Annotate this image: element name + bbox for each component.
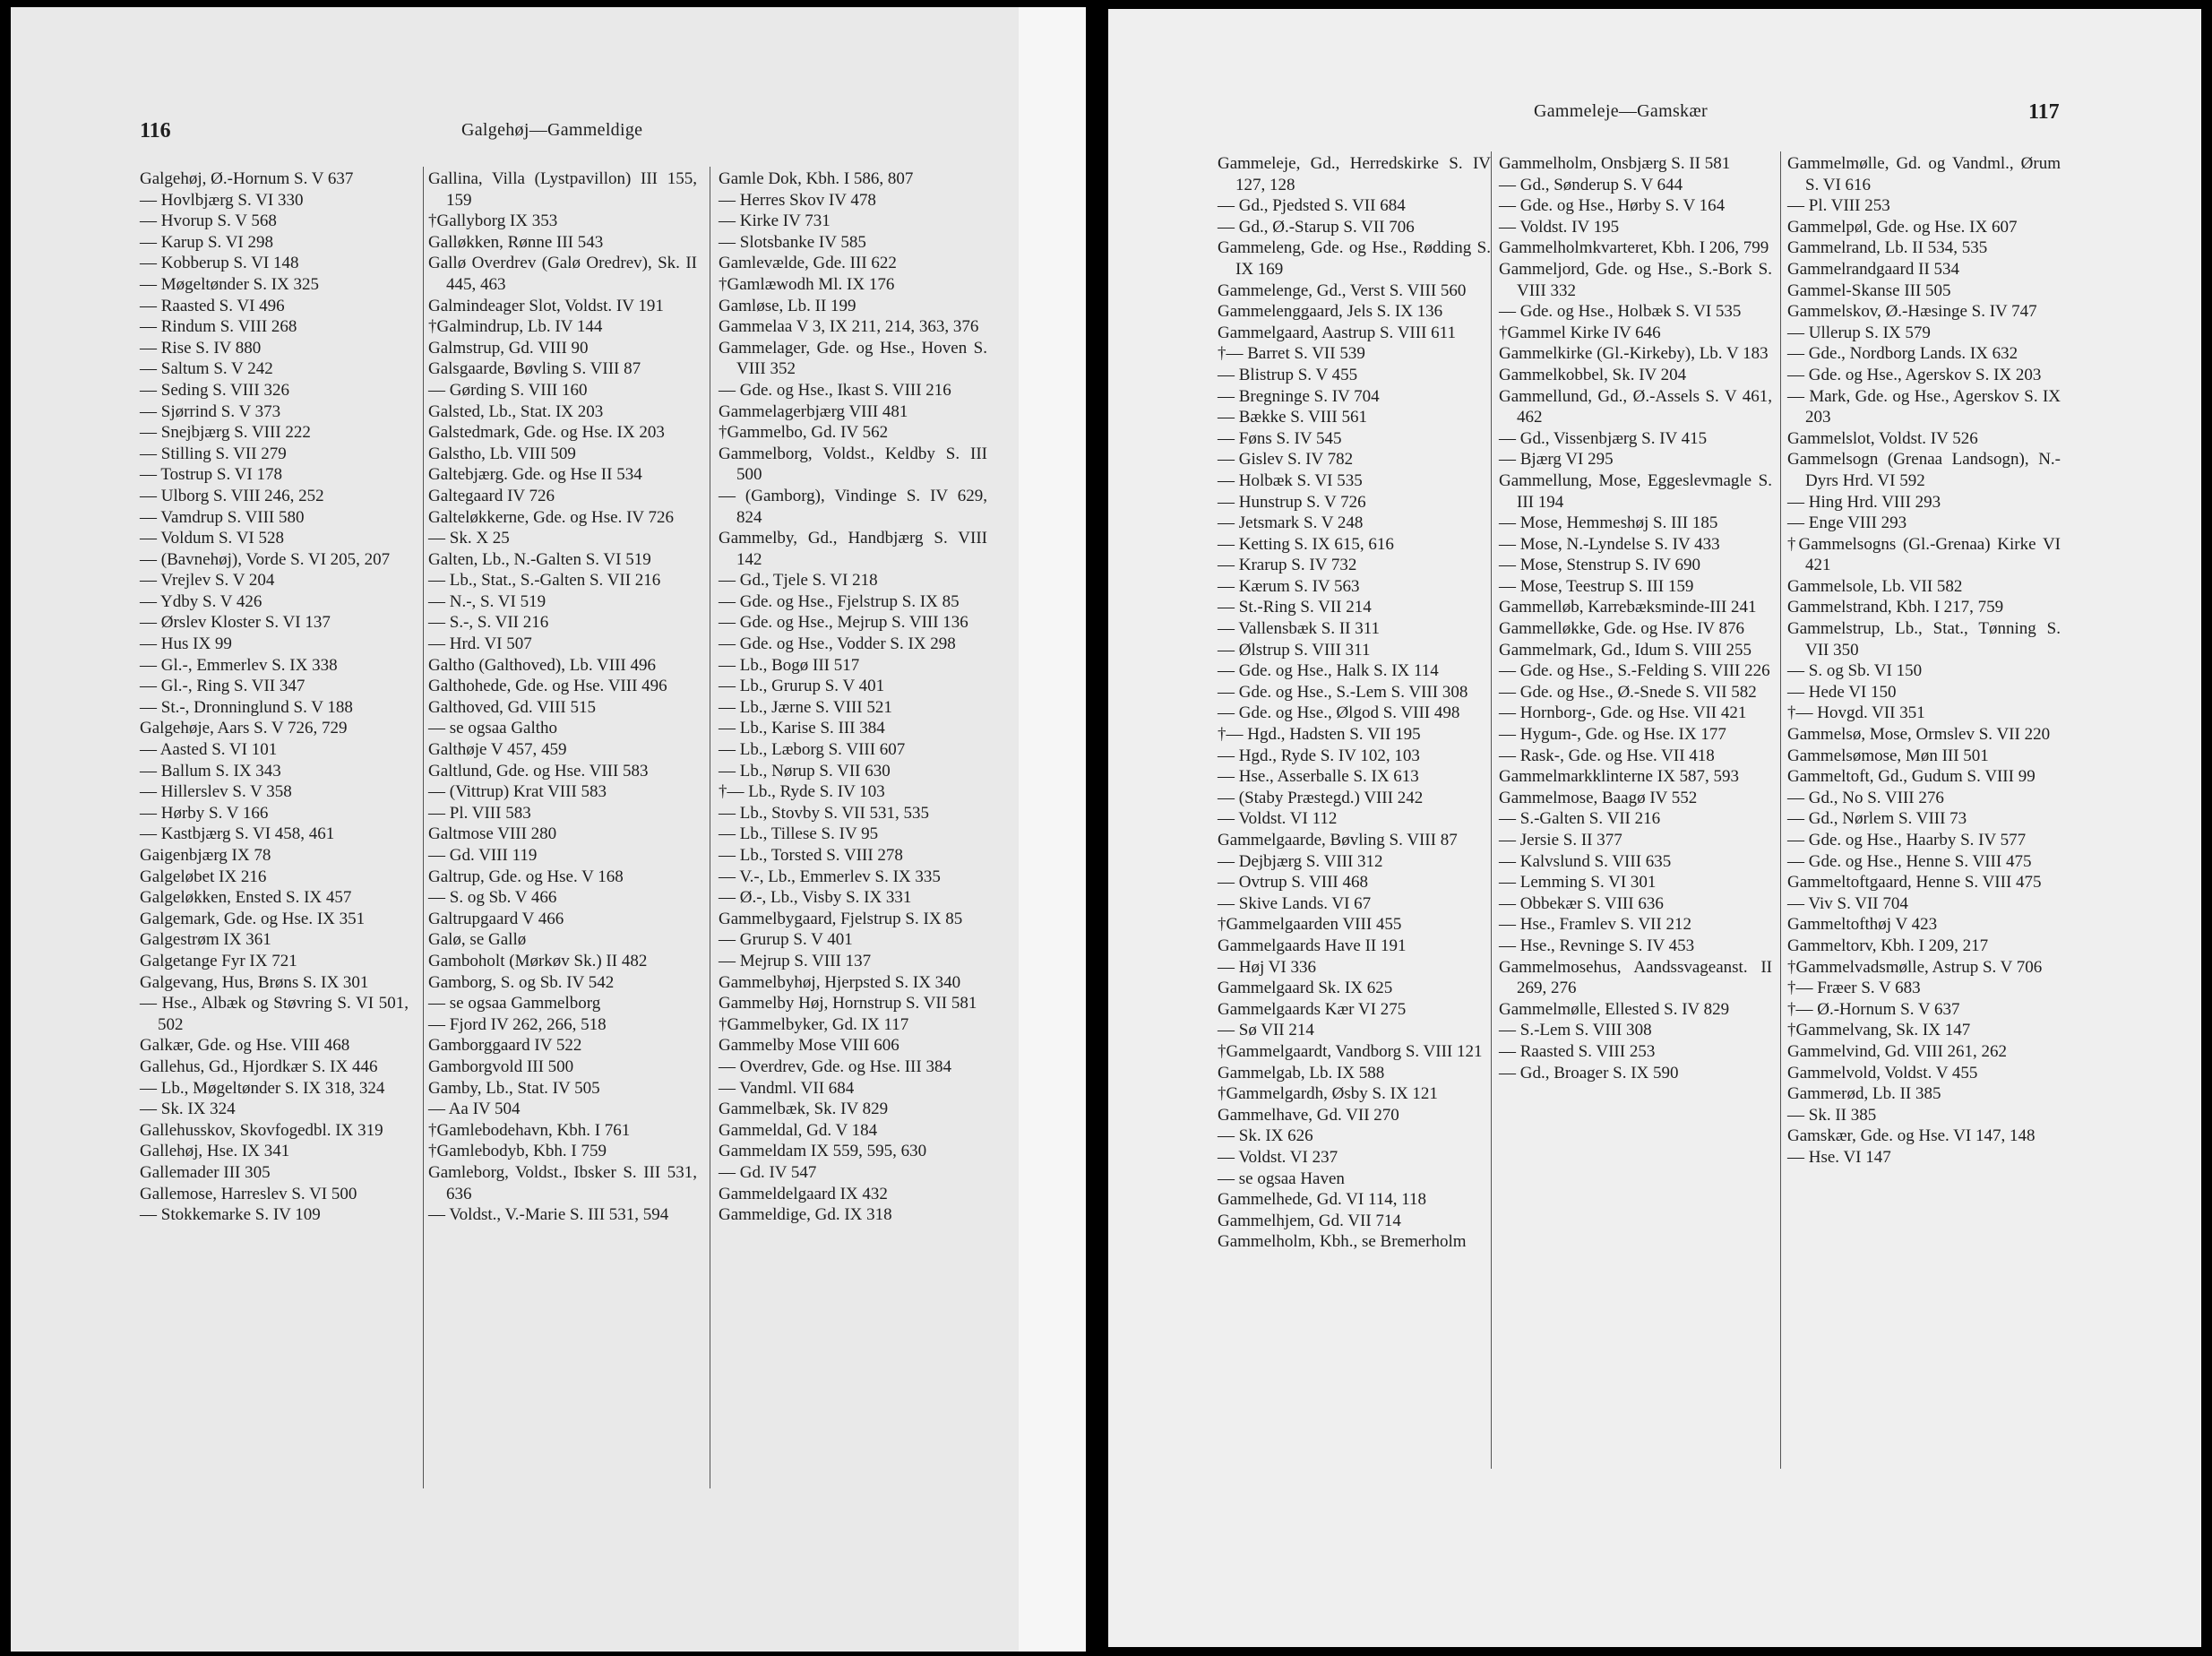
index-entry: — se ogsaa Galtho [428, 719, 558, 738]
index-entry: Gamskær, Gde. og Hse. VI 147, 148 [1787, 1126, 2036, 1146]
index-entry: Gammel-Skanse III 505 [1787, 280, 1951, 300]
index-entry: †Galmindrup, Lb. IV 144 [428, 317, 603, 337]
index-entry: Gammelmark, Gd., Idum S. VIII 255 [1499, 640, 1752, 660]
index-entry: — Viv S. VII 704 [1787, 893, 1908, 913]
index-entry: Gammelrand, Lb. II 534, 535 [1787, 238, 1988, 258]
index-entry: Galthohede, Gde. og Hse. VIII 496 [428, 677, 667, 696]
index-entry: — Aasted S. VI 101 [140, 740, 278, 760]
index-entry: Galø, se Gallø [428, 930, 527, 950]
index-entry: Gammelrandgaard II 534 [1787, 259, 1960, 279]
index-entry: — Rask-, Gde. og Hse. VII 418 [1499, 746, 1715, 765]
index-entry: †— Hgd., Hadsten S. VII 195 [1218, 725, 1421, 745]
index-entry: — Lb., Læborg S. VIII 607 [719, 740, 906, 760]
index-entry: — (Vittrup) Krat VIII 583 [428, 782, 607, 802]
index-entry: — Føns S. IV 545 [1218, 428, 1342, 448]
index-entry: — Hgd., Ryde S. IV 102, 103 [1218, 746, 1420, 765]
index-entry: †— Hovgd. VII 351 [1787, 703, 1925, 723]
index-entry: — Vamdrup S. VIII 580 [140, 507, 305, 527]
index-entry: — Rise S. IV 880 [140, 338, 262, 358]
index-entry: — Gde. og Hse., Mejrup S. VIII 136 [719, 613, 968, 633]
index-entry: — Lb., Jærne S. VIII 521 [719, 697, 892, 717]
index-entry: — Ballum S. IX 343 [140, 761, 281, 781]
index-entry: — Hygum-, Gde. og Hse. IX 177 [1499, 725, 1726, 745]
index-entry: †Gamlebodehavn, Kbh. I 761 [428, 1120, 631, 1140]
index-entry: — Bregninge S. IV 704 [1218, 386, 1380, 406]
index-entry: — Gde. og Hse., Ikast S. VIII 216 [719, 380, 951, 400]
index-entry: — Gde. og Hse., Ø.-Snede S. VII 582 [1499, 682, 1757, 702]
index-entry: Gammelby, Gd., Handbjærg S. VIII 142 [719, 529, 987, 569]
index-entry: Gallehusskov, Skovfogedbl. IX 319 [140, 1120, 383, 1140]
index-entry: Gammelhede, Gd. VI 114, 118 [1218, 1190, 1427, 1210]
index-entry: Gammelkirke (Gl.-Kirkeby), Lb. V 183 [1499, 344, 1769, 364]
index-entry: — St.-, Dronninglund S. V 188 [140, 697, 353, 717]
index-entry: — Lb., Tillese S. IV 95 [719, 824, 879, 844]
index-entry: — Dejbjærg S. VIII 312 [1218, 851, 1383, 871]
index-entry: — Voldst., V.-Marie S. III 531, 594 [428, 1205, 669, 1225]
index-entry: Gammelgaard Sk. IX 625 [1218, 979, 1393, 998]
index-entry: Gammeldige, Gd. IX 318 [719, 1205, 892, 1225]
index-entry: Gammeltofthøj V 423 [1787, 915, 1938, 935]
index-entry: Gammelborg, Voldst., Keldby S. III 500 [719, 444, 987, 485]
index-entry: — Kalvslund S. VIII 635 [1499, 851, 1672, 871]
index-entry: Gammelmølle, Ellested S. IV 829 [1499, 999, 1730, 1019]
page-gutter [1019, 7, 1086, 1652]
index-entry: Gammelløkke, Gde. og Hse. IV 876 [1499, 619, 1745, 639]
index-entry: Gamborg, S. og Sb. IV 542 [428, 972, 615, 992]
index-entry: Gammelholmkvarteret, Kbh. I 206, 799 [1499, 238, 1769, 258]
index-entry: — (Bavnehøj), Vorde S. VI 205, 207 [140, 549, 391, 569]
index-entry: — Gde. og Hse., Hørby S. V 164 [1499, 196, 1726, 216]
index-entry: Gammellung, Mose, Eggeslevmagle S. III 194 [1499, 470, 1772, 512]
index-entry: — S. og Sb. V 466 [428, 888, 557, 908]
index-entry: — Ø.-, Lb., Visby S. IX 331 [719, 888, 912, 908]
index-entry: Gammelgaard, Aastrup S. VIII 611 [1218, 323, 1456, 342]
index-entry: — Vallensbæk S. II 311 [1218, 619, 1381, 639]
index-entry: Gammelbygaard, Fjelstrup S. IX 85 [719, 909, 963, 928]
index-entry: — Sø VII 214 [1218, 1021, 1314, 1040]
index-entry: — Gd., Ø.-Starup S. VII 706 [1218, 217, 1415, 237]
index-entry: Galtebjærg. Gde. og Hse II 534 [428, 465, 642, 485]
index-entry: Gammeltorv, Kbh. I 209, 217 [1787, 936, 1989, 955]
index-column-1 [140, 168, 409, 1226]
index-entry: — Hovlbjærg S. VI 330 [140, 190, 304, 210]
index-entry: — Pl. VIII 253 [1787, 196, 1890, 216]
index-entry: — Lb., Karise S. III 384 [719, 719, 885, 738]
index-entry: — Hunstrup S. V 726 [1218, 492, 1366, 512]
index-entry: Gammelstrup, Lb., Stat., Tønning S. VII 350 [1787, 619, 2061, 660]
index-entry: Gallehøj, Hse. IX 341 [140, 1142, 290, 1161]
index-entry: Gammelstrand, Kbh. I 217, 759 [1787, 598, 2004, 617]
index-entry: — Gd. VIII 119 [428, 846, 538, 865]
index-entry: Gammelhjem, Gd. VII 714 [1218, 1211, 1401, 1230]
index-entry: †Gammelvang, Sk. IX 147 [1787, 1021, 1971, 1040]
index-entry: — Gd. IV 547 [719, 1162, 817, 1182]
index-entry: — Holbæk S. VI 535 [1218, 470, 1363, 490]
index-entry: Galkær, Gde. og Hse. VIII 468 [140, 1036, 350, 1056]
index-entry: — Tostrup S. VI 178 [140, 465, 282, 485]
index-entry: — Voldst. VI 112 [1218, 809, 1338, 829]
index-entry: Gammelholm, Onsbjærg S. II 581 [1499, 154, 1731, 173]
index-entry: †Gammelgaardt, Vandborg S. VIII 121 [1218, 1041, 1483, 1061]
index-entry: — Gd., Broager S. IX 590 [1499, 1063, 1679, 1082]
index-entry: Galtegaard IV 726 [428, 486, 555, 505]
index-entry: — Ketting S. IX 615, 616 [1218, 534, 1394, 554]
left-page [11, 7, 1019, 1652]
index-entry: — Hing Hrd. VIII 293 [1787, 492, 1941, 512]
index-entry: — Karup S. VI 298 [140, 232, 274, 252]
index-entry: — Hse. VI 147 [1787, 1147, 1891, 1167]
index-entry: — Hse., Framlev S. VII 212 [1499, 915, 1691, 935]
index-entry: — Lb., Bogø III 517 [719, 655, 860, 675]
index-entry: — S.-Lem S. VIII 308 [1499, 1021, 1652, 1040]
index-entry: Galgeløbet IX 216 [140, 867, 267, 886]
index-entry: — Ydby S. V 426 [140, 591, 263, 611]
index-entry: Galtrupgaard V 466 [428, 909, 564, 928]
index-entry: — Gd., Nørlem S. VIII 73 [1787, 809, 1967, 829]
index-entry: Galtmose VIII 280 [428, 824, 557, 844]
index-entry: — Gde. og Hse., Haarby S. IV 577 [1787, 831, 2027, 850]
column-rule [423, 167, 424, 1488]
index-entry: Galgetange Fyr IX 721 [140, 951, 297, 970]
index-column-2 [428, 168, 697, 1226]
index-entry: Gallø Overdrev (Galø Oredrev), Sk. II 445, 463 [428, 254, 697, 294]
index-entry: — S. og Sb. VI 150 [1787, 661, 1923, 681]
index-entry: — Snejbjærg S. VIII 222 [140, 423, 311, 443]
index-entry: — Hørby S. V 166 [140, 803, 269, 823]
index-entry: — Gde. og Hse., Henne S. VIII 475 [1787, 851, 2032, 871]
index-entry: — Gde. og Hse., S.-Felding S. VIII 226 [1499, 661, 1770, 681]
index-entry: — Gde. og Hse., Halk S. IX 114 [1218, 661, 1439, 681]
index-entry: — se ogsaa Haven [1218, 1169, 1345, 1188]
index-entry: †Gammelbo, Gd. IV 562 [719, 423, 889, 443]
index-entry: †Gammelbyker, Gd. IX 117 [719, 1014, 909, 1034]
running-head: Galgehøj—Gammeldige [461, 120, 643, 140]
index-entry: Galstho, Lb. VIII 509 [428, 444, 576, 463]
index-entry: — Vandml. VII 684 [719, 1078, 855, 1098]
column-rule [1491, 151, 1492, 1469]
index-entry: †— Ø.-Hornum S. V 637 [1787, 999, 1960, 1019]
index-entry: Gammelslot, Voldst. IV 526 [1787, 428, 1978, 448]
index-entry: — Sjørrind S. V 373 [140, 401, 281, 421]
index-entry: — Gd., Pjedsted S. VII 684 [1218, 196, 1406, 216]
index-entry: — Ullerup S. IX 579 [1787, 323, 1931, 342]
index-entry: Gammelsole, Lb. VII 582 [1787, 576, 1963, 596]
index-entry: — Aa IV 504 [428, 1100, 521, 1119]
index-entry: — Lb., Nørup S. VII 630 [719, 761, 891, 781]
index-entry: Gammelbyhøj, Hjerpsted S. IX 340 [719, 972, 961, 992]
index-entry: Galtho (Galthoved), Lb. VIII 496 [428, 655, 656, 675]
index-entry: Gammelmose, Baagø IV 552 [1499, 788, 1698, 807]
index-entry: †Gamlæwodh Ml. IX 176 [719, 274, 895, 294]
index-entry: Gammelløb, Karrebæksminde-III 241 [1499, 598, 1757, 617]
index-entry: Gammelsogn (Grenaa Landsogn), N.-Dyrs Hrd. VI 592 [1787, 450, 2061, 490]
index-entry: Galsgaarde, Bøvling S. VIII 87 [428, 359, 641, 379]
column-rule [1780, 151, 1781, 1469]
index-entry: — se ogsaa Gammelborg [428, 994, 601, 1013]
index-entry: — St.-Ring S. VII 214 [1218, 598, 1372, 617]
index-entry: — Bække S. VIII 561 [1218, 408, 1367, 427]
index-entry: Gammellund, Gd., Ø.-Assels S. V 461, 462 [1499, 386, 1772, 427]
index-entry: Gammelgaards Have II 191 [1218, 936, 1407, 955]
index-entry: †— Fræer S. V 683 [1787, 979, 1921, 998]
index-entry: Gamby, Lb., Stat. IV 505 [428, 1078, 600, 1098]
index-entry: Gammelagerbjærg VIII 481 [719, 401, 908, 421]
index-entry: — Kirke IV 731 [719, 211, 831, 231]
index-column-3 [1787, 153, 2061, 1169]
index-entry: — Mose, Hemmeshøj S. III 185 [1499, 513, 1718, 533]
index-entry: Galstedmark, Gde. og Hse. IX 203 [428, 423, 665, 443]
index-entry: Gammelpøl, Gde. og Hse. IX 607 [1787, 217, 2018, 237]
index-entry: Galten, Lb., N.-Galten S. VI 519 [428, 549, 651, 569]
index-entry: †Gallyborg IX 353 [428, 211, 558, 231]
index-entry: Galgeløkken, Ensted S. IX 457 [140, 888, 352, 908]
index-entry: Galgehøje, Aars S. V 726, 729 [140, 719, 348, 738]
index-entry: — Ølstrup S. VIII 311 [1218, 640, 1371, 660]
index-entry: Gammelenggaard, Jels S. IX 136 [1218, 302, 1443, 322]
index-entry: †— Lb., Ryde S. IV 103 [719, 782, 885, 802]
index-entry: — (Staby Præstegd.) VIII 242 [1218, 788, 1424, 807]
index-entry: — Obbekær S. VIII 636 [1499, 893, 1664, 913]
index-entry: Galteløkkerne, Gde. og Hse. IV 726 [428, 507, 675, 527]
index-entry: — Hillerslev S. V 358 [140, 782, 292, 802]
index-entry: Gammeltoftgaard, Henne S. VIII 475 [1787, 873, 2042, 893]
index-entry: — Skive Lands. VI 67 [1218, 893, 1372, 913]
index-entry: Gammeljord, Gde. og Hse., S.-Bork S. VIII 332 [1499, 259, 1772, 300]
index-entry: Gammelholm, Kbh., se Bremerholm [1218, 1232, 1467, 1252]
index-entry: Gammelsø, Mose, Ormslev S. VII 220 [1787, 725, 2051, 745]
index-entry: Gammelenge, Gd., Verst S. VIII 560 [1218, 280, 1467, 300]
index-entry: — V.-, Lb., Emmerlev S. IX 335 [719, 867, 941, 886]
index-entry: — Slotsbanke IV 585 [719, 232, 866, 252]
index-entry: Galgehøj, Ø.-Hornum S. V 637 [140, 169, 354, 188]
index-entry: Gammelgab, Lb. IX 588 [1218, 1063, 1385, 1082]
index-entry: — Gislev S. IV 782 [1218, 450, 1354, 470]
index-entry: †— Barret S. VII 539 [1218, 344, 1365, 364]
index-entry: — Hvorup S. V 568 [140, 211, 277, 231]
index-entry: — Ovtrup S. VIII 468 [1218, 873, 1369, 893]
index-entry: Gammelgaarde, Bøvling S. VIII 87 [1218, 831, 1458, 850]
index-entry: — Gd., No S. VIII 276 [1787, 788, 1944, 807]
index-entry: — Saltum S. V 242 [140, 359, 273, 379]
page-number: 116 [140, 119, 171, 142]
index-entry: Galgestrøm IX 361 [140, 930, 271, 950]
index-entry: — Seding S. VIII 326 [140, 380, 289, 400]
index-entry: Gammelvold, Voldst. V 455 [1787, 1063, 1978, 1082]
index-entry: — Mejrup S. VIII 137 [719, 951, 872, 970]
index-entry: Gammelhave, Gd. VII 270 [1218, 1105, 1399, 1125]
index-entry: — Krarup S. IV 732 [1218, 556, 1357, 575]
index-entry: Gammelskov, Ø.-Hæsinge S. IV 747 [1787, 302, 2037, 322]
index-entry: — Lemming S. VI 301 [1499, 873, 1657, 893]
index-entry: — Gd., Vissenbjærg S. IV 415 [1499, 428, 1708, 448]
index-entry: — Gde. og Hse., Vodder S. IX 298 [719, 634, 956, 654]
index-entry: Gammeldal, Gd. V 184 [719, 1120, 878, 1140]
index-entry: — Stokkemarke S. IV 109 [140, 1205, 321, 1225]
index-entry: — Hede VI 150 [1787, 682, 1897, 702]
index-entry: — Overdrev, Gde. og Hse. III 384 [719, 1057, 951, 1076]
index-entry: — Gl.-, Emmerlev S. IX 338 [140, 655, 338, 675]
index-entry: Gammelby Mose VIII 606 [719, 1036, 899, 1056]
index-entry: — Ørslev Kloster S. VI 137 [140, 613, 331, 633]
index-entry: — Voldst. IV 195 [1499, 217, 1620, 237]
index-entry: — Raasted S. VIII 253 [1499, 1041, 1656, 1061]
index-entry: — Kastbjærg S. VI 458, 461 [140, 824, 335, 844]
index-entry: — Sk. IX 626 [1218, 1126, 1313, 1146]
index-entry: †Gamlebodyb, Kbh. I 759 [428, 1142, 607, 1161]
index-entry: Gallemose, Harreslev S. VI 500 [140, 1184, 357, 1203]
index-entry: — Gde. og Hse., Holbæk S. VI 535 [1499, 302, 1742, 322]
index-entry: — Voldum S. VI 528 [140, 529, 285, 548]
index-entry: Gamløse, Lb. II 199 [719, 296, 856, 315]
index-entry: — Hse., Albæk og Støvring S. VI 501, 502 [140, 994, 409, 1034]
index-entry: Gammeltoft, Gd., Gudum S. VIII 99 [1787, 767, 2036, 787]
index-entry: — Fjord IV 262, 266, 518 [428, 1014, 607, 1034]
index-entry: Gaigenbjærg IX 78 [140, 846, 271, 865]
index-entry: — Hornborg-, Gde. og Hse. VII 421 [1499, 703, 1747, 723]
index-entry: — Mark, Gde. og Hse., Agerskov S. IX 203 [1787, 386, 2061, 427]
index-entry: †Gammel Kirke IV 646 [1499, 323, 1661, 342]
index-entry: — Gl.-, Ring S. VII 347 [140, 677, 306, 696]
index-entry: †Gammelgaarden VIII 455 [1218, 915, 1402, 935]
index-entry: Galgevang, Hus, Brøns S. IX 301 [140, 972, 369, 992]
index-entry: — Raasted S. VI 496 [140, 296, 285, 315]
index-entry: — Gørding S. VIII 160 [428, 380, 588, 400]
index-entry: Galløkken, Rønne III 543 [428, 232, 604, 252]
index-entry: Galmindeager Slot, Voldst. IV 191 [428, 296, 664, 315]
index-entry: — Lb., Torsted S. VIII 278 [719, 846, 903, 865]
index-column-2 [1499, 153, 1772, 1083]
index-column-3 [719, 168, 987, 1226]
index-entry: Gamleborg, Voldst., Ibsker S. III 531, 636 [428, 1162, 697, 1203]
index-entry: — Hse., Revninge S. IV 453 [1499, 936, 1695, 955]
index-entry: — Enge VIII 293 [1787, 513, 1907, 533]
index-entry: Gammeldelgaard IX 432 [719, 1184, 888, 1203]
running-head: Gammeleje—Gamskær [1534, 101, 1708, 121]
index-entry: Gammelsømose, Møn III 501 [1787, 746, 1989, 765]
index-entry: — Hse., Asserballe S. IX 613 [1218, 767, 1419, 787]
index-column-1 [1218, 153, 1491, 1253]
index-entry: — Hus IX 99 [140, 634, 232, 654]
index-entry: Galtlund, Gde. og Hse. VIII 583 [428, 761, 649, 781]
index-entry: Gammelbæk, Sk. IV 829 [719, 1100, 889, 1119]
index-entry: — Mose, Stenstrup S. IV 690 [1499, 556, 1701, 575]
index-entry: — Voldst. VI 237 [1218, 1147, 1338, 1167]
index-entry: Gammeleng, Gde. og Hse., Rødding S. IX 169 [1218, 238, 1491, 279]
index-entry: Galgemark, Gde. og Hse. IX 351 [140, 909, 366, 928]
index-entry: — Sk. X 25 [428, 529, 510, 548]
page-number: 117 [2028, 100, 2060, 124]
index-entry: — Gd., Tjele S. VI 218 [719, 571, 878, 591]
index-entry: Gammelmølle, Gd. og Vandml., Ørum S. VI 616 [1787, 154, 2061, 194]
index-entry: — Gde. og Hse., Fjelstrup S. IX 85 [719, 591, 960, 611]
index-entry: — Møgeltønder S. IX 325 [140, 274, 320, 294]
index-entry: Gammelby Høj, Hornstrup S. VII 581 [719, 994, 977, 1013]
index-entry: — (Gamborg), Vindinge S. IV 629, 824 [719, 486, 987, 527]
index-entry: Gallemader III 305 [140, 1162, 271, 1182]
index-entry: — Hrd. VI 507 [428, 634, 532, 654]
index-entry: — Ulborg S. VIII 246, 252 [140, 486, 324, 505]
index-entry: Gallina, Villa (Lystpavillon) III 155, 159 [428, 169, 697, 210]
index-entry: — Lb., Stovby S. VII 531, 535 [719, 803, 930, 823]
index-entry: Gammeleje, Gd., Herredskirke S. IV 127, 128 [1218, 154, 1491, 194]
index-entry: — Sk. IX 324 [140, 1100, 236, 1119]
index-entry: — S.-, S. VII 216 [428, 613, 549, 633]
index-entry: — Herres Skov IV 478 [719, 190, 876, 210]
index-entry: †Gammelsogns (Gl.-Grenaa) Kirke VI 421 [1787, 534, 2061, 575]
index-entry: †Gammelgardh, Øsby S. IX 121 [1218, 1084, 1438, 1104]
index-entry: — Gd., Sønderup S. V 644 [1499, 175, 1683, 194]
index-entry: — Gde. og Hse., Agerskov S. IX 203 [1787, 365, 2042, 384]
index-entry: — Høj VI 336 [1218, 957, 1316, 977]
index-entry: Gammelvind, Gd. VIII 261, 262 [1787, 1041, 2008, 1061]
index-entry: — Blistrup S. V 455 [1218, 365, 1358, 384]
index-entry: Gamlevælde, Gde. III 622 [719, 254, 897, 273]
index-entry: Gammelmarkklinterne IX 587, 593 [1499, 767, 1740, 787]
index-entry: — Mose, Teestrup S. III 159 [1499, 576, 1694, 596]
index-entry: Gallehus, Gd., Hjordkær S. IX 446 [140, 1057, 378, 1076]
index-entry: — Kobberup S. VI 148 [140, 254, 299, 273]
index-entry: — Jetsmark S. V 248 [1218, 513, 1364, 533]
index-entry: Gammelaa V 3, IX 211, 214, 363, 376 [719, 317, 979, 337]
index-entry: Galthoved, Gd. VIII 515 [428, 697, 596, 717]
index-entry: †Gammelvadsmølle, Astrup S. V 706 [1787, 957, 2043, 977]
index-entry: Galmstrup, Gd. VIII 90 [428, 338, 589, 358]
index-entry: — Lb., Møgeltønder S. IX 318, 324 [140, 1078, 385, 1098]
index-entry: Galthøje V 457, 459 [428, 740, 567, 760]
index-entry: Galsted, Lb., Stat. IX 203 [428, 401, 604, 421]
index-entry: — Rindum S. VIII 268 [140, 317, 297, 337]
index-entry: — Gde. og Hse., S.-Lem S. VIII 308 [1218, 682, 1468, 702]
index-entry: — Gde., Nordborg Lands. IX 632 [1787, 344, 2018, 364]
index-entry: Gamle Dok, Kbh. I 586, 807 [719, 169, 914, 188]
index-entry: Galtrup, Gde. og Hse. V 168 [428, 867, 624, 886]
index-entry: Gamboholt (Mørkøv Sk.) II 482 [428, 951, 648, 970]
index-entry: Gammeldam IX 559, 595, 630 [719, 1142, 927, 1161]
index-entry: Gammerød, Lb. II 385 [1787, 1084, 1941, 1104]
index-entry: Gammelkobbel, Sk. IV 204 [1499, 365, 1687, 384]
index-entry: — Sk. II 385 [1787, 1105, 1877, 1125]
index-entry: — Gde. og Hse., Ølgod S. VIII 498 [1218, 703, 1460, 723]
index-entry: — Mose, N.-Lyndelse S. IV 433 [1499, 534, 1720, 554]
index-entry: — Lb., Stat., S.-Galten S. VII 216 [428, 571, 661, 591]
index-entry: — Grurup S. V 401 [719, 930, 853, 950]
right-page [1108, 9, 2201, 1647]
index-entry: Gamborggaard IV 522 [428, 1036, 582, 1056]
index-entry: Gammelager, Gde. og Hse., Hoven S. VIII 352 [719, 338, 987, 379]
index-entry: — Lb., Grurup S. V 401 [719, 677, 885, 696]
index-entry: Gamborgvold III 500 [428, 1057, 574, 1076]
index-entry: — Jersie S. II 377 [1499, 831, 1622, 850]
index-entry: — S.-Galten S. VII 216 [1499, 809, 1661, 829]
index-entry: Gammelmosehus, Aandssvageanst. II 269, 276 [1499, 957, 1772, 998]
index-entry: — Bjærg VI 295 [1499, 450, 1614, 470]
index-entry: — Vrejlev S. V 204 [140, 571, 275, 591]
index-entry: — N.-, S. VI 519 [428, 591, 547, 611]
index-entry: — Stilling S. VII 279 [140, 444, 287, 463]
index-entry: Gammelgaards Kær VI 275 [1218, 999, 1407, 1019]
index-entry: — Kærum S. IV 563 [1218, 576, 1360, 596]
index-entry: — Pl. VIII 583 [428, 803, 531, 823]
